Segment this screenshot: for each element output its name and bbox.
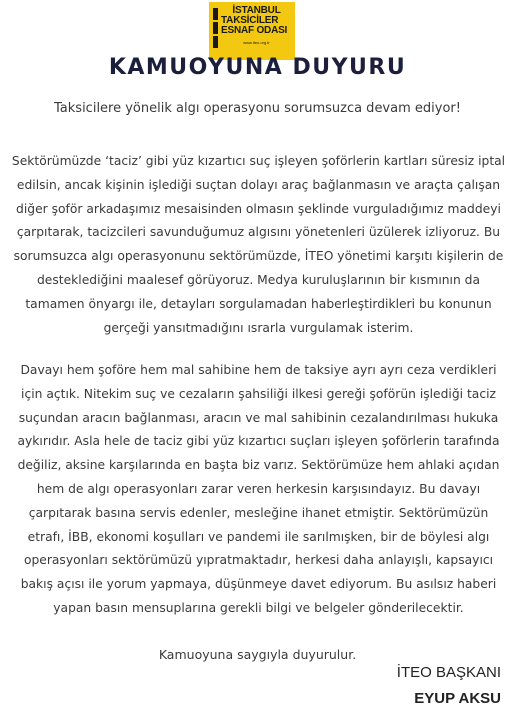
signature-name: EYUP AKSU bbox=[414, 690, 501, 707]
logo-line-2: TAKSİCİLER bbox=[221, 15, 279, 26]
signature-role: İTEO BAŞKANI bbox=[396, 664, 501, 681]
subtitle: Taksicilere yönelik algı operasyonu sorumsuzca devam ediyor! bbox=[54, 101, 461, 116]
logo-stripe-icon bbox=[213, 8, 218, 48]
logo-line-3: ESNAF ODASI bbox=[221, 25, 288, 36]
logo-line-1: İSTANBUL bbox=[232, 5, 281, 16]
logo-url: www.iteo.org.tr bbox=[243, 40, 270, 45]
closing-line: Kamuoyuna saygıyla duyurulur. bbox=[158, 647, 357, 662]
page-title: KAMUOYUNA DUYURU bbox=[108, 55, 407, 80]
iteo-logo bbox=[209, 2, 295, 60]
paragraph-1: Sektörümüzde ‘taciz’ gibi yüz kızartıcı suç işleyen şoförlerin kartları süresiz iptal edilsin, ancak kişinin işlediği suçtan dolayı araç bağlanmasın ve araçta çalışan diğer şoför arkadaşımız mesaisinden olmasın şeklinde vurguladığımız maddeyi çarpıtarak, tacizcileri savunduğumuz algısını yönetenleri üzülerek izliyoruz. Bu sorumsuzca algı operasyonunu sektörümüzde, İTEO yönetimi karşıtı kişilerin de desteklediğini maalesef görüyoruz. Medya kuruluşlarının bir kısmının da tamamen önyargı ile, detayları sorgulamadan haberleştirdikleri bu konunun gerçeği yansıtmadığını ısrarla vurgulamak isterim. bbox=[11, 154, 506, 335]
paragraph-2: Davayı hem şoföre hem mal sahibine hem de taksiye ayrı ayrı ceza verdikleri için açtık. Nitekim suç ve cezaların şahsiliği ilkesi gereği şoförün işlediği taciz suçundan aracın bağlanması, aracın ve mal sahibinin cezalandırılması hukuka aykırıdır. Asla hele de taciz gibi yüz kızartıcı suçları işleyen şoförlerin tarafında değiliz, aksine karşılarında en başta biz varız. Sektörümüze hem ahlaki açıdan hem de algı operasyonları zarar veren herkesin karşısındayız. Bu davayı çarpıtarak basına servis edenler, mesleğine ihanet etmiştir. Sektörümüzün etrafı, İBB, ekonomi koşulları ve pandemi ile sarılmışken, bir de böylesi algı operasyonları sektörümüzü yıpratmaktadır, herkesi daha anlayışlı, kapsayıcı bakış açısı ile yorum yapmaya, düşünmeye davet ediyorum. Bu asılsız haberi yapan basın mensuplarına gerekli bilgi ve belgeler gönderilecektir. bbox=[17, 363, 500, 615]
